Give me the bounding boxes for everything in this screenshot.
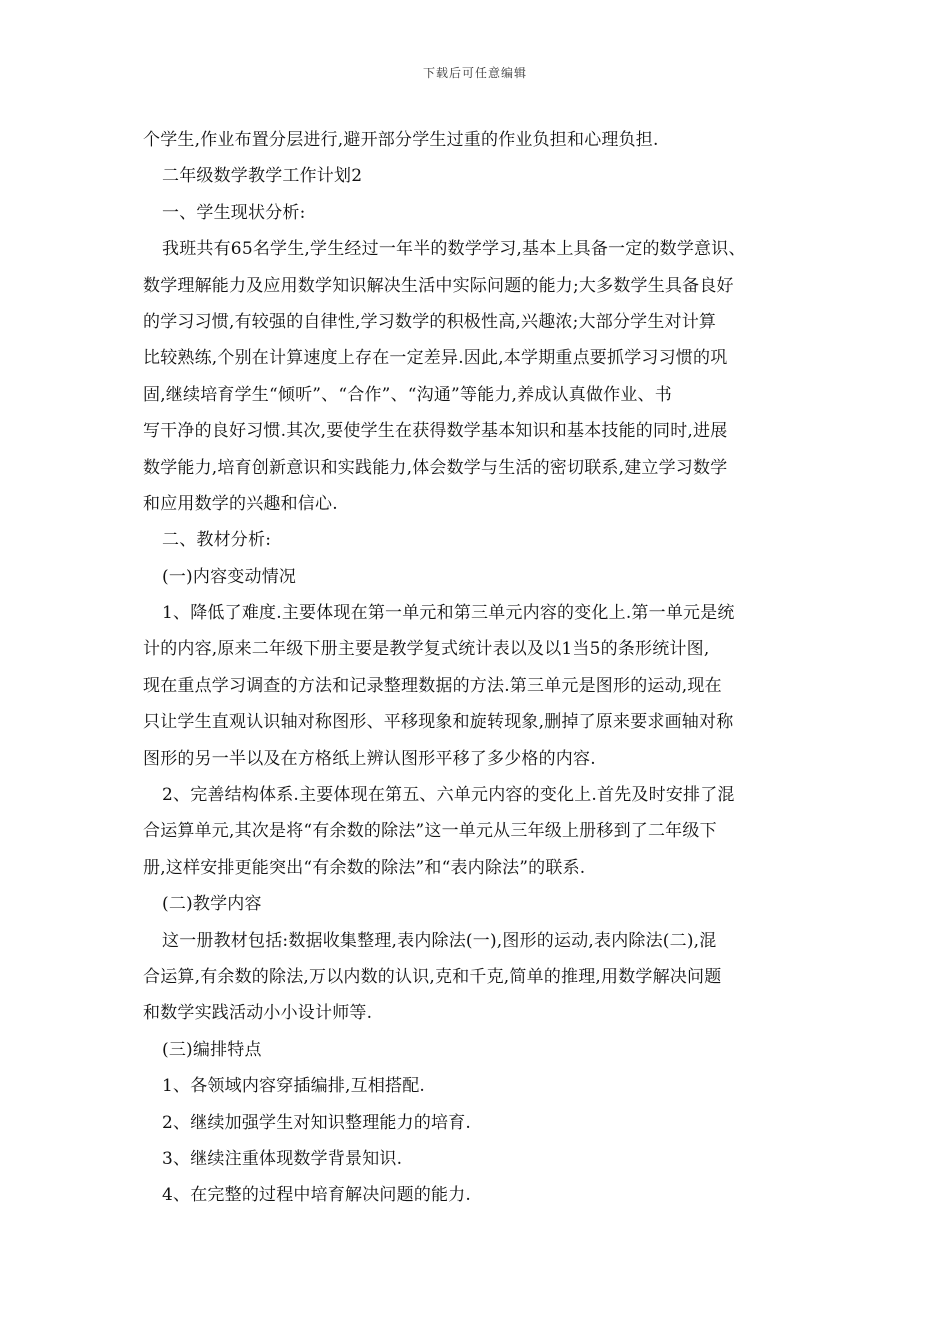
text-line: 和应用数学的兴趣和信心. [143,493,338,514]
text-line: 的学习习惯,有较强的自律性,学习数学的积极性高,兴趣浓;大部分学生对计算 [143,311,717,332]
text-line: 固,继续培育学生“倾听”、“合作”、“沟通”等能力,养成认真做作业、书 [143,384,672,405]
text-line: 一、学生现状分析: [162,202,306,223]
text-line: 比较熟练,个别在计算速度上存在一定差异.因此,本学期重点要抓学习习惯的巩 [143,348,728,369]
text-line: 合运算单元,其次是将“有余数的除法”这一单元从三年级上册移到了二年级下 [143,821,717,842]
text-line: 写干净的良好习惯.其次,要使学生在获得数学基本知识和基本技能的同时,进展 [143,421,728,442]
page-header: 下载后可任意编辑 [422,66,527,80]
text-line: (三)编排特点 [162,1039,262,1060]
text-line: 我班共有65名学生,学生经过一年半的数学学习,基本上具备一定的数学意识、 [162,239,746,260]
text-line: 个学生,作业布置分层进行,避开部分学生过重的作业负担和心理负担. [143,130,659,150]
text-line: 计的内容,原来二年级下册主要是教学复式统计表以及以1当5的条形统计图, [143,639,710,660]
text-line: 二、教材分析: [162,530,272,551]
text-line: 图形的另一半以及在方格纸上辨认图形平移了多少格的内容. [143,748,596,769]
text-line: 2、继续加强学生对知识整理能力的培育. [162,1112,472,1133]
text-line: 合运算,有余数的除法,万以内数的认识,克和千克,简单的推理,用数学解决问题 [143,966,722,987]
text-line: 这一册教材包括:数据收集整理,表内除法(一),图形的运动,表内除法(二),混 [162,930,717,951]
text-line: 数学能力,培育创新意识和实践能力,体会数学与生活的密切联系,建立学习数学 [143,457,728,478]
text-line: 3、继续注重体现数学背景知识. [162,1148,403,1169]
text-line: (一)内容变动情况 [162,566,297,587]
document-body [143,122,823,1214]
text-line: 4、在完整的过程中培育解决问题的能力. [162,1185,472,1206]
text-line: 2、完善结构体系.主要体现在第五、六单元内容的变化上.首先及时安排了混 [162,785,735,806]
text-line: 现在重点学习调查的方法和记录整理数据的方法.第三单元是图形的运动,现在 [143,675,722,696]
text-line: 1、降低了难度.主要体现在第一单元和第三单元内容的变化上.第一单元是统 [162,603,735,624]
text-line: 册,这样安排更能突出“有余数的除法”和“表内除法”的联系. [143,857,586,878]
text-line: 二年级数学教学工作计划2 [162,166,363,187]
text-line: 数学理解能力及应用数学知识解决生活中实际问题的能力;大多数学生具备良好 [143,275,734,296]
text-line: 只让学生直观认识轴对称图形、平移现象和旋转现象,删掉了原来要求画轴对称 [143,712,734,733]
text-line: (二)教学内容 [162,894,262,915]
text-line: 1、各领域内容穿插编排,互相搭配. [162,1076,426,1097]
text-line: 和数学实践活动小小设计师等. [143,1003,373,1024]
